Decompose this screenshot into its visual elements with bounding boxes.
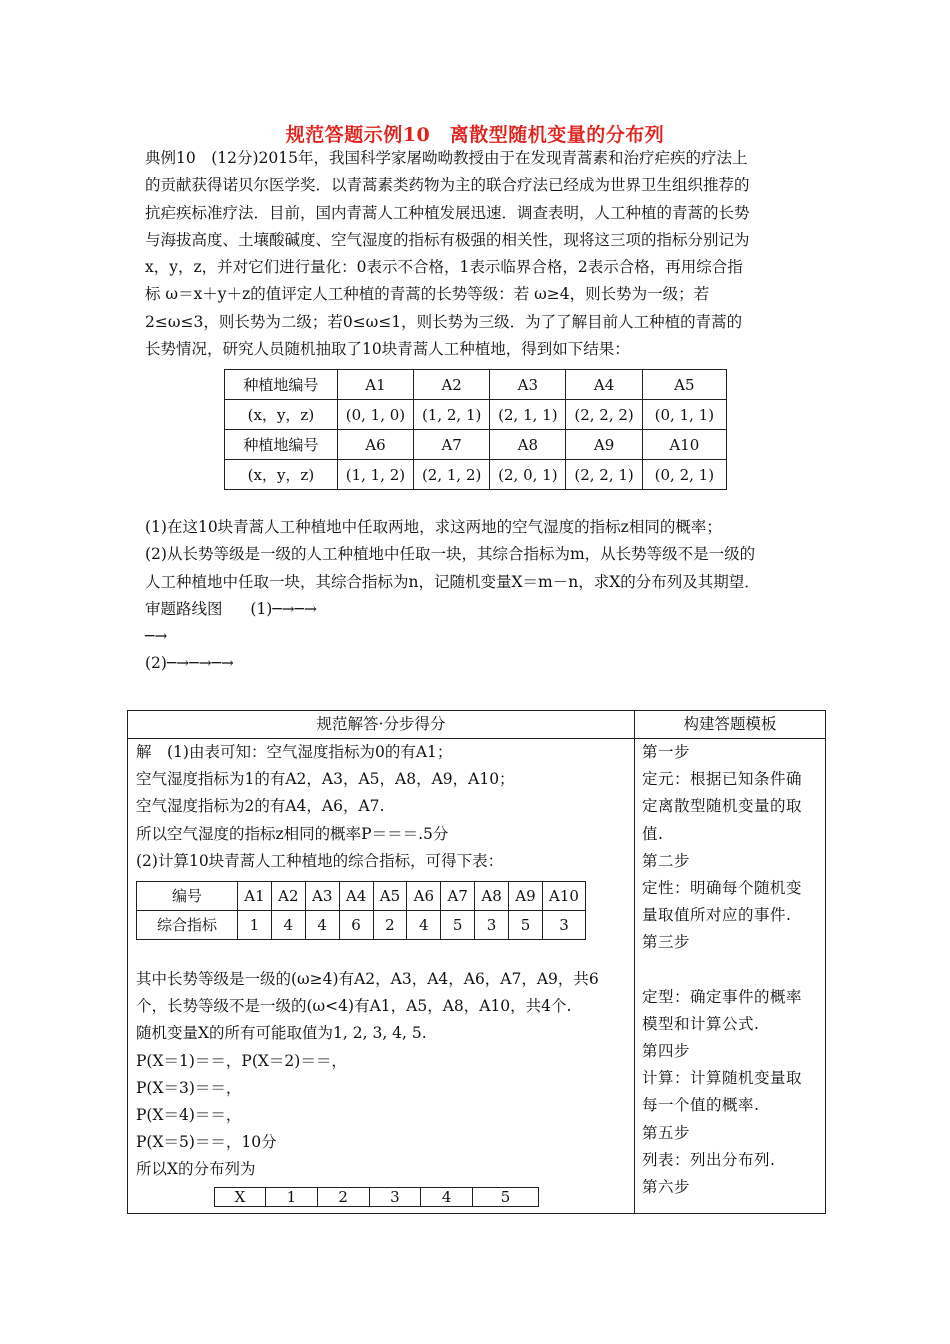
table-cell: A10 bbox=[543, 881, 586, 910]
solution-line: P(X＝4)＝＝， bbox=[136, 1105, 242, 1124]
table-cell: 1 bbox=[238, 910, 272, 939]
table-cell: (x，y，z) bbox=[225, 460, 338, 490]
solution-line: 空气湿度指标为1的有A2，A3，A5，A8，A9，A10； bbox=[136, 770, 515, 789]
template-line: 每一个值的概率. bbox=[642, 1096, 760, 1115]
table-cell: A1 bbox=[337, 370, 413, 400]
template-line: 模型和计算公式. bbox=[642, 1014, 760, 1033]
table-cell: 综合指标 bbox=[137, 910, 238, 939]
route-1: (1)─→─→ bbox=[250, 599, 317, 618]
column-divider bbox=[634, 711, 635, 1213]
template-line: 第一步 bbox=[642, 743, 691, 761]
table-cell: 3 bbox=[369, 1188, 421, 1207]
table-cell: A5 bbox=[373, 881, 407, 910]
problem-line: 2≤ω≤3，则长势为二级；若0≤ω≤1，则长势为三级．为了了解目前人工种植的青蒿的 bbox=[145, 312, 743, 331]
table-cell: (1, 1, 2) bbox=[337, 460, 413, 490]
solution-line: P(X＝3)＝＝， bbox=[136, 1078, 242, 1097]
table-cell: 1 bbox=[266, 1188, 318, 1207]
template-line bbox=[642, 957, 822, 984]
solution-line: P(X＝5)＝＝，10分 bbox=[136, 1133, 277, 1152]
table-cell: A8 bbox=[490, 430, 566, 460]
route-map bbox=[145, 596, 825, 623]
problem-line: x，y，z，并对它们进行量化：0表示不合格，1表示临界合格，2表示合格，再用综合指 bbox=[145, 258, 743, 277]
table-cell: (0, 1, 1) bbox=[642, 400, 726, 430]
table-cell: A2 bbox=[414, 370, 490, 400]
table-cell: A9 bbox=[509, 881, 543, 910]
problem-line: 与海拔高度、土壤酸碱度、空气湿度的指标有极强的相关性，现将这三项的指标分别记为 bbox=[145, 230, 750, 249]
table-cell: A2 bbox=[271, 881, 305, 910]
table-cell: A4 bbox=[339, 881, 373, 910]
table-cell: A4 bbox=[566, 370, 642, 400]
question-1: (1)在这10块青蒿人工种植地中任取两地，求这两地的空气湿度的指标z相同的概率； bbox=[145, 518, 722, 536]
template-line: 列表：列出分布列. bbox=[642, 1150, 776, 1169]
route-1-cont: ─→ bbox=[145, 627, 168, 646]
table-cell: (1, 2, 1) bbox=[414, 400, 490, 430]
table-cell: (x，y，z) bbox=[225, 400, 338, 430]
solution-table bbox=[127, 710, 826, 1214]
table-cell: 3 bbox=[475, 910, 509, 939]
problem-line: 抗疟疾标准疗法．目前，国内青蒿人工种植发展迅速．调查表明，人工种植的青蒿的长势 bbox=[145, 203, 750, 222]
composite-index-table bbox=[136, 881, 586, 940]
table-cell: 2 bbox=[373, 910, 407, 939]
table-cell: A10 bbox=[642, 430, 726, 460]
table-cell: A5 bbox=[642, 370, 726, 400]
table-cell: (0, 1, 0) bbox=[337, 400, 413, 430]
template-line: 定离散型随机变量的取 bbox=[642, 797, 803, 816]
questions bbox=[145, 514, 825, 678]
table-cell: 编号 bbox=[137, 881, 238, 910]
table-cell: 5 bbox=[473, 1188, 539, 1207]
table-cell: 4 bbox=[271, 910, 305, 939]
route-2: (2)─→─→─→ bbox=[145, 654, 234, 673]
template-line: 第二步 bbox=[642, 851, 691, 870]
template-line: 定型：确定事件的概率 bbox=[642, 987, 803, 1006]
table-cell: (2, 2, 1) bbox=[566, 460, 642, 490]
table-cell: 种植地编号 bbox=[225, 430, 338, 460]
problem-line: 典例10 (12分)2015年，我国科学家屠呦呦教授由于在发现青蒿素和治疗疟疾的疗法上 bbox=[145, 149, 748, 167]
template-line: 第四步 bbox=[642, 1042, 691, 1061]
planting-data-table bbox=[224, 369, 727, 490]
table-cell: A7 bbox=[414, 430, 490, 460]
table-cell: A6 bbox=[407, 881, 441, 910]
template-line: 第六步 bbox=[642, 1178, 691, 1196]
table-cell: 5 bbox=[509, 910, 543, 939]
solution-line: 空气湿度指标为2的有A4，A6，A7. bbox=[136, 797, 385, 816]
table-cell: 5 bbox=[441, 910, 475, 939]
table-cell: A3 bbox=[490, 370, 566, 400]
template-column bbox=[642, 739, 822, 1201]
table-cell: (0, 2, 1) bbox=[642, 460, 726, 490]
problem-line: 长势情况，研究人员随机抽取了10块青蒿人工种植地，得到如下结果： bbox=[145, 340, 630, 359]
header-right: 构建答题模板 bbox=[683, 715, 777, 733]
template-line: 计算：计算随机变量取 bbox=[642, 1069, 803, 1088]
route-label: 审题路线图 bbox=[145, 599, 223, 618]
table-cell: A9 bbox=[566, 430, 642, 460]
table-cell: 3 bbox=[543, 910, 586, 939]
table-cell: A6 bbox=[337, 430, 413, 460]
table-cell: (2, 2, 2) bbox=[566, 400, 642, 430]
solution-line: 其中长势等级是一级的(ω≥4)有A2，A3，A4，A6，A7，A9，共6 bbox=[136, 969, 599, 988]
problem-line: 标 ω＝x＋y＋z的值评定人工种植的青蒿的长势等级：若 ω≥4，则长势为一级；若 bbox=[145, 285, 710, 304]
solution-line: P(X＝1)＝＝，P(X＝2)＝＝， bbox=[136, 1051, 347, 1070]
table-cell: 4 bbox=[407, 910, 441, 939]
problem-statement bbox=[145, 145, 815, 363]
distribution-table bbox=[214, 1187, 539, 1207]
solution-column bbox=[136, 739, 626, 1207]
table-cell: 6 bbox=[339, 910, 373, 939]
question-2: (2)从长势等级是一级的人工种植地中任取一块，其综合指标为m，从长势等级不是一级的 bbox=[145, 545, 756, 564]
table-cell: (2, 0, 1) bbox=[490, 460, 566, 490]
template-line: 量取值所对应的事件. bbox=[642, 906, 792, 925]
question-2-cont: 人工种植地中任取一块，其综合指标为n，记随机变量X＝m－n，求X的分布列及其期望． bbox=[145, 572, 760, 591]
solution-line: (2)计算10块青蒿人工种植地的综合指标，可得下表： bbox=[136, 851, 504, 870]
template-line: 第五步 bbox=[642, 1123, 691, 1142]
table-cell: 种植地编号 bbox=[225, 370, 338, 400]
table-cell: A3 bbox=[305, 881, 339, 910]
solution-line: 随机变量X的所有可能取值为1, 2, 3, 4, 5. bbox=[136, 1024, 427, 1043]
solution-line: 解 (1)由表可知：空气湿度指标为0的有A1； bbox=[136, 743, 453, 761]
table-cell: 2 bbox=[317, 1188, 369, 1207]
solution-line: 个，长势等级不是一级的(ω<4)有A1，A5，A8，A10，共4个. bbox=[136, 997, 572, 1016]
table-cell: A7 bbox=[441, 881, 475, 910]
table-cell: 4 bbox=[421, 1188, 473, 1207]
table-cell: X bbox=[215, 1188, 266, 1207]
template-line: 定元：根据已知条件确 bbox=[642, 770, 803, 789]
table-cell: (2, 1, 2) bbox=[414, 460, 490, 490]
page-title: 规范答题示例10 离散型随机变量的分布列 bbox=[285, 124, 665, 146]
template-line: 定性：明确每个随机变 bbox=[642, 878, 803, 897]
table-cell: (2, 1, 1) bbox=[490, 400, 566, 430]
table-cell: A8 bbox=[475, 881, 509, 910]
solution-line: 所以X的分布列为 bbox=[136, 1160, 256, 1179]
template-line: 值. bbox=[642, 824, 664, 843]
problem-line: 的贡献获得诺贝尔医学奖．以青蒿素类药物为主的联合疗法已经成为世界卫生组织推荐的 bbox=[145, 176, 750, 195]
table-cell: A1 bbox=[238, 881, 272, 910]
table-cell: 4 bbox=[305, 910, 339, 939]
solution-line: 所以空气湿度的指标z相同的概率P＝＝＝.5分 bbox=[136, 824, 449, 843]
template-line: 第三步 bbox=[642, 933, 691, 952]
header-left: 规范解答·分步得分 bbox=[316, 715, 446, 733]
